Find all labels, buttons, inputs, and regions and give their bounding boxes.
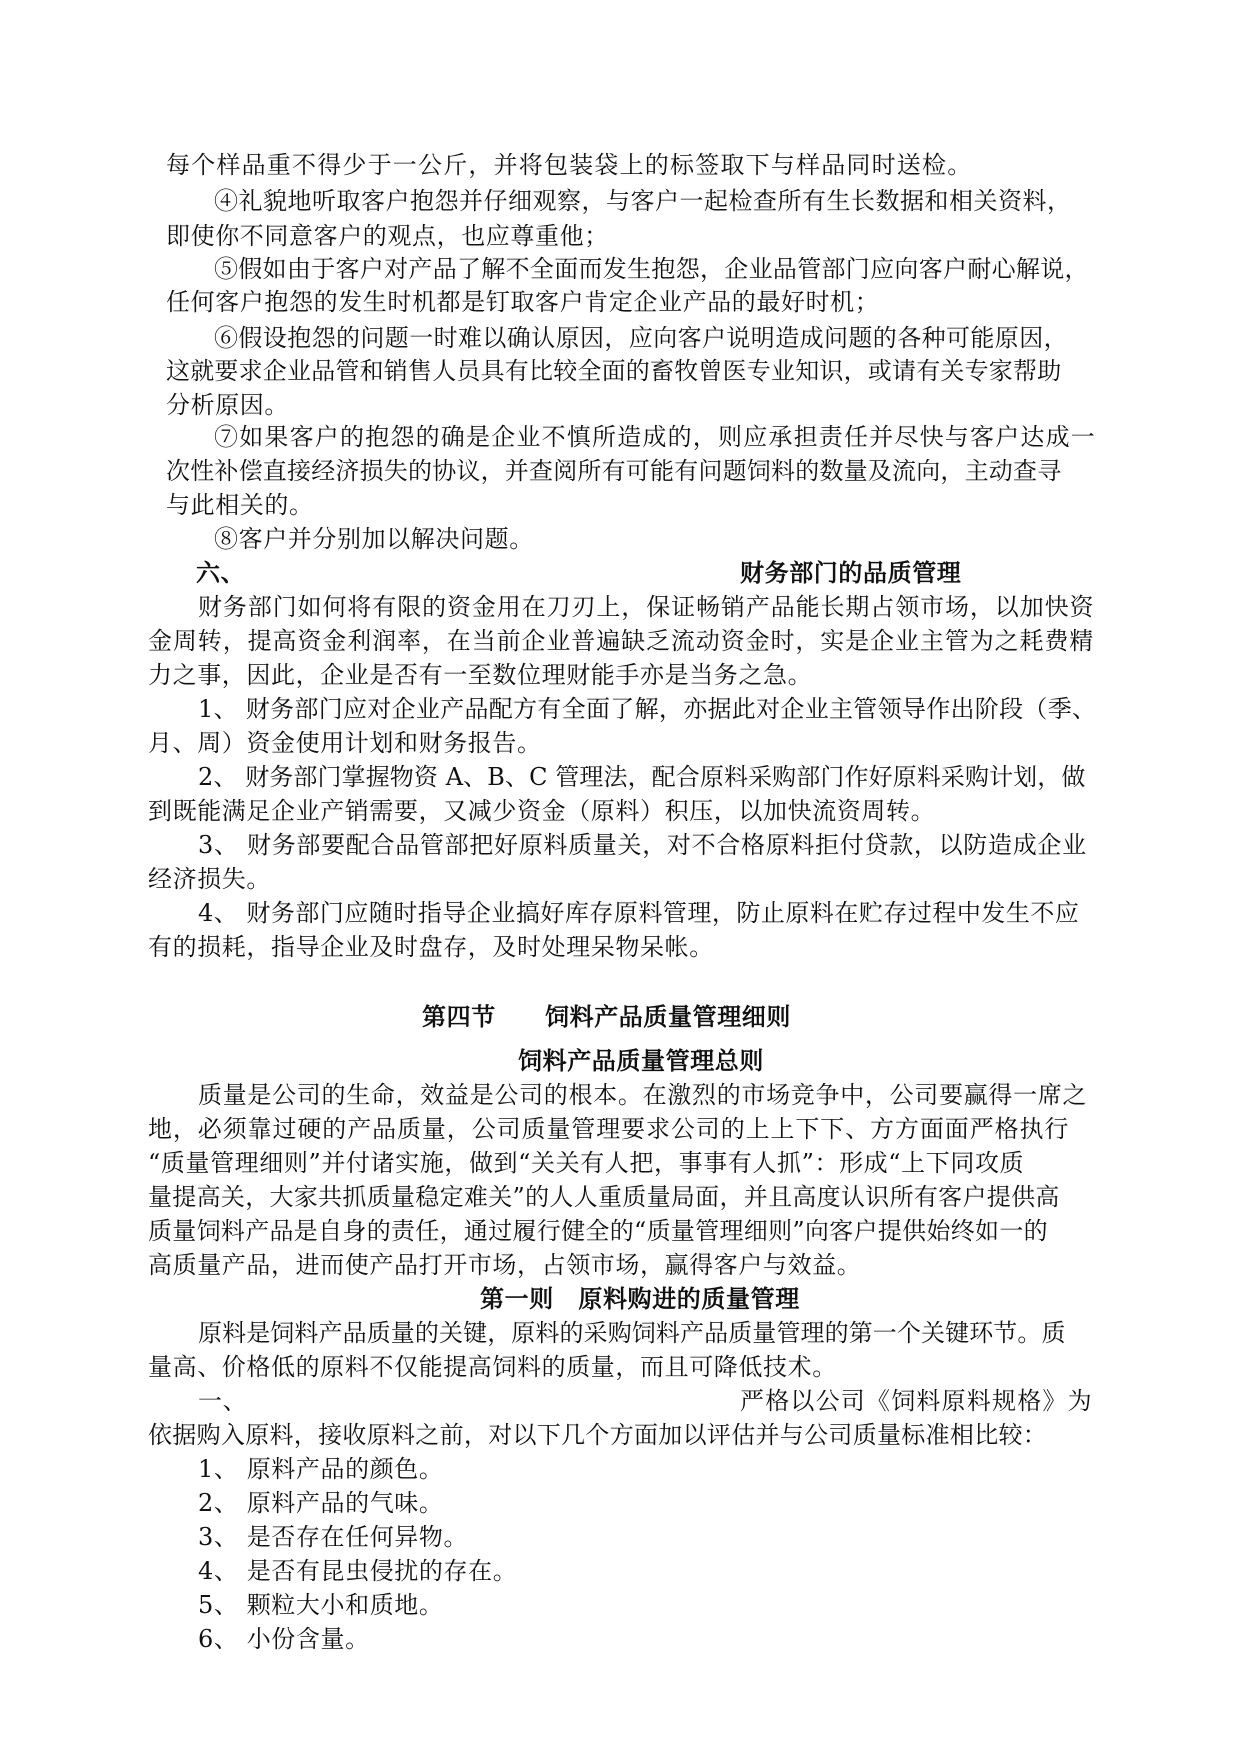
section-heading: 财务部门的品质管理 <box>740 559 962 587</box>
text-line: 量高、价格低的原料不仅能提高饲料的质量，而且可降低技术。 <box>148 1353 837 1381</box>
text-line: 力之事，因此，企业是否有一至数位理财能手亦是当务之急。 <box>148 661 813 689</box>
text-line: 分析原因。 <box>166 391 289 419</box>
subtitle: 饲料产品质量管理总则 <box>518 1047 764 1075</box>
chapter-title: 第四节 饲料产品质量管理细则 <box>422 1003 791 1031</box>
text-line: 次性补偿直接经济损失的协议，并查阅所有可能有问题饲料的数量及流向，主动查寻 <box>166 457 1062 485</box>
text-line: 有的损耗，指导企业及时盘存，及时处理呆物呆帐。 <box>148 933 714 961</box>
text-line: 经济损失。 <box>148 865 271 893</box>
text-line: 依据购入原料，接收原料之前，对以下几个方面加以评估并与公司质量标准相比较： <box>148 1421 1048 1449</box>
text-line: 严格以公司《饲料原料规格》为 <box>740 1387 1093 1415</box>
text-line: 即使你不同意客户的观点，也应尊重他； <box>166 222 609 250</box>
list-item: 2、 原料产品的气味。 <box>198 1489 444 1517</box>
text-line: 高质量产品，进而使产品打开市场，占领市场，赢得客户与效益。 <box>148 1251 862 1279</box>
rule-heading: 第一则 原料购进的质量管理 <box>480 1285 800 1313</box>
text-line: 月、周）资金使用计划和财务报告。 <box>148 729 542 757</box>
text-line: 量提高关，大家共抓质量稳定难关”的人人重质量局面，并且高度认识所有客户提供高 <box>148 1183 1060 1211</box>
section-number: 六、 <box>196 559 246 587</box>
text-line: 2、 财务部门掌握物资 A、B、C 管理法，配合原料采购部门作好原料采购计划，做 <box>198 763 1086 791</box>
text-line: 财务部门如何将有限的资金用在刀刃上，保证畅销产品能长期占领市场，以加快资 <box>198 593 1095 621</box>
text-line: 这就要求企业品管和销售人员具有比较全面的畜牧曾医专业知识，或请有关专家帮助 <box>166 357 1062 385</box>
text-line: 1、 财务部门应对企业产品配方有全面了解，亦据此对企业主管领导作出阶段（季、 <box>198 695 1097 723</box>
text-line: 3、 财务部要配合品管部把好原料质量关，对不合格原料拒付贷款，以防造成企业 <box>198 831 1087 859</box>
text-line: 任何客户抱怨的发生时机都是钉取客户肯定企业产品的最好时机； <box>166 288 880 316</box>
text-line: ⑧客户并分别加以解决问题。 <box>214 525 534 553</box>
list-item: 5、 颗粒大小和质地。 <box>198 1591 444 1619</box>
list-item: 1、 原料产品的颜色。 <box>198 1455 444 1483</box>
text-line: 地，必须靠过硬的产品质量，公司质量管理要求公司的上上下下、方方面面严格执行 <box>148 1115 1070 1143</box>
text-line: ⑦如果客户的抱怨的确是企业不慎所造成的，则应承担责任并尽快与客户达成一 <box>214 423 1096 451</box>
text-line: 每个样品重不得少于一公斤，并将包装袋上的标签取下与样品同时送检。 <box>166 151 973 179</box>
text-line: 到既能满足企业产销需要，又减少资金（原料）积压，以加快流资周转。 <box>148 797 936 825</box>
text-line: 4、 财务部门应随时指导企业搞好库存原料管理，防止原料在贮存过程中发生不应 <box>198 899 1080 927</box>
text-line: “质量管理细则”并付诸实施，做到“关关有人把，事事有人抓”：形成“上下同攻质 <box>148 1149 1025 1177</box>
text-line: 质量饲料产品是自身的责任，通过履行健全的“质量管理细则”向客户提供始终如一的 <box>148 1217 1048 1245</box>
text-line: 金周转，提高资金利润率，在当前企业普遍缺乏流动资金时，实是企业主管为之耗费精 <box>148 627 1095 655</box>
text-line: ⑥假设抱怨的问题一时难以确认原因，应向客户说明造成问题的各种可能原因， <box>214 324 1068 352</box>
list-item: 4、 是否有昆虫侵扰的存在。 <box>198 1557 518 1585</box>
text-line: 质量是公司的生命，效益是公司的根本。在激烈的市场竞争中，公司要赢得一席之 <box>198 1081 1088 1109</box>
list-item: 6、 小份含量。 <box>198 1625 370 1653</box>
text-line: 与此相关的。 <box>166 491 314 519</box>
text-line: 一、 <box>198 1387 248 1415</box>
text-line: ④礼貌地听取客户抱怨并仔细观察，与客户一起检查所有生长数据和相关资料， <box>214 187 1072 215</box>
text-line: 原料是饲料产品质量的关键，原料的采购饲料产品质量管理的第一个关键环节。质 <box>198 1319 1066 1347</box>
list-item: 3、 是否存在任何异物。 <box>198 1523 469 1551</box>
text-line: ⑤假如由于客户对产品了解不全面而发生抱怨，企业品管部门应向客户耐心解说， <box>214 255 1089 283</box>
